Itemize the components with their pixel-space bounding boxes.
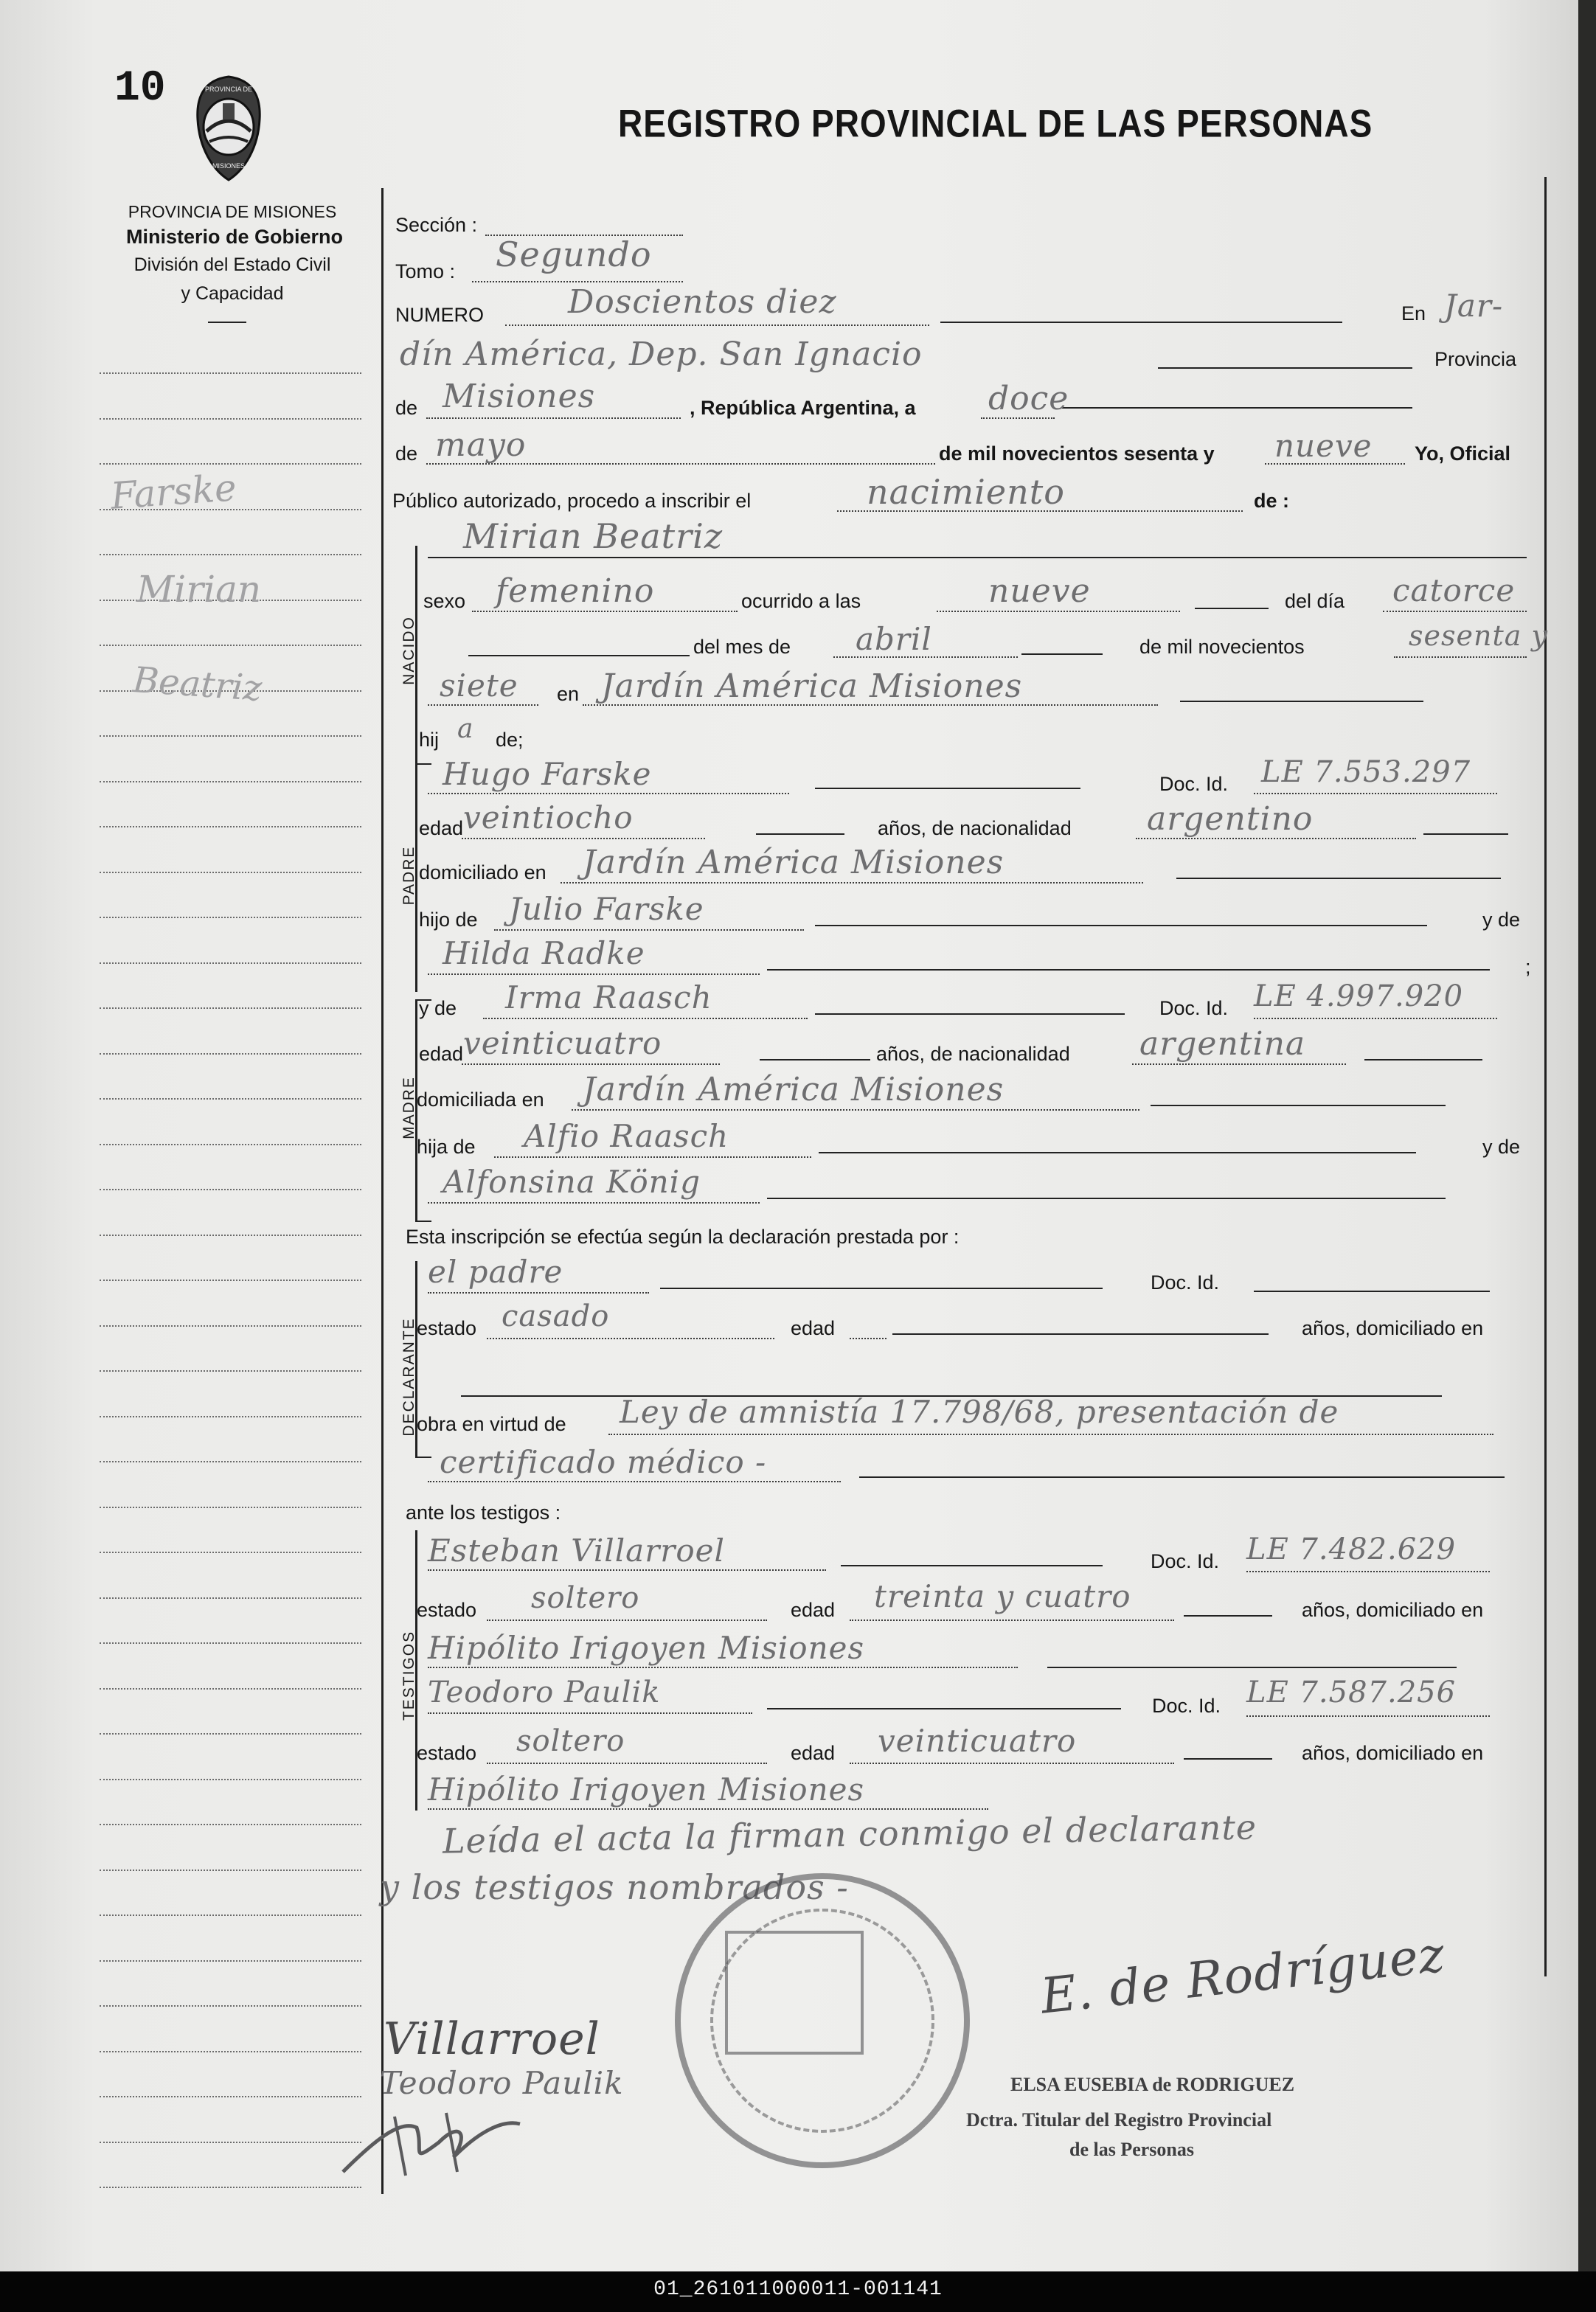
- provincial-emblem-icon: [190, 74, 268, 183]
- margin-ruled-line: [100, 645, 361, 646]
- nacido-nombre: Mirian Beatriz: [463, 516, 724, 556]
- section-label-nacido: NACIDO: [400, 616, 417, 685]
- margin-ruled-line: [100, 1416, 361, 1417]
- lugar-rule: [1158, 367, 1412, 369]
- obra-label: obra en virtud de: [417, 1413, 566, 1435]
- anio-nac-line: [1394, 656, 1527, 658]
- header-ministerio: Ministerio de Gobierno: [125, 226, 344, 248]
- margin-ruled-line: [100, 372, 361, 374]
- testigos-label: ante los testigos :: [406, 1502, 561, 1524]
- madre-hija-de-rule: [819, 1152, 1416, 1153]
- testigo2-domicilio-line: [428, 1808, 988, 1810]
- padre-doc-label: Doc. Id.: [1159, 773, 1229, 795]
- testigo1-doc-line: [1246, 1571, 1490, 1572]
- testigo1-doc: LE 7.482.629: [1246, 1532, 1457, 1566]
- ocurrido-label: ocurrido a las: [741, 590, 861, 612]
- mil-nac-label: de mil novecientos: [1139, 636, 1305, 658]
- del-dia-label: del día: [1285, 590, 1345, 612]
- dia-registro: doce: [988, 380, 1069, 417]
- bracket-tick: [415, 1457, 431, 1458]
- margin-ruled-line: [100, 1914, 361, 1916]
- testigo2-domicilio: Hipólito Irigoyen Misiones: [428, 1771, 865, 1808]
- page-number: 10: [114, 65, 166, 113]
- testigo2-edad: veinticuatro: [878, 1723, 1077, 1759]
- madre-madre-rule: [767, 1198, 1446, 1199]
- obra-value-a: Ley de amnistía 17.798/68, presentación de: [620, 1394, 1339, 1430]
- padre-doc: LE 7.553.297: [1261, 755, 1471, 789]
- margin-ruled-line: [100, 2005, 361, 2007]
- madre-domicilio-rule: [1151, 1105, 1446, 1106]
- padre-nacionalidad-line: [1136, 838, 1416, 839]
- madre-doc-line: [1254, 1018, 1497, 1019]
- testigo1-domicilio: Hipólito Irigoyen Misiones: [428, 1630, 865, 1666]
- margin-note-name: Mirian: [136, 568, 262, 611]
- seal-core: [725, 1931, 864, 2055]
- padre-domicilio-label: domiciliado en: [419, 861, 547, 884]
- testigo2-nombre-line: [428, 1712, 752, 1714]
- declarante-estado-label: estado: [417, 1317, 477, 1339]
- en-value-b: dín América, Dep. San Ignacio: [400, 336, 923, 373]
- margin-ruled-line: [100, 1688, 361, 1690]
- margin-ruled-line: [100, 1235, 361, 1236]
- sexo-line: [472, 611, 738, 612]
- padre-y-de-label: y de: [1482, 909, 1521, 931]
- declaracion-label: Esta inscripción se efectúa según la declaración prestada por :: [406, 1226, 960, 1248]
- testigo1-estado-label: estado: [417, 1599, 477, 1621]
- obra-value-b: certificado médico -: [440, 1444, 767, 1480]
- padre-edad: veintiocho: [463, 799, 634, 836]
- book-binding: [1578, 0, 1596, 2271]
- emblem-top-text: PROVINCIA DE: [204, 86, 253, 93]
- margin-ruled-line: [100, 1507, 361, 1508]
- madre-doc: LE 4.997.920: [1254, 979, 1464, 1013]
- firma-izquierda-2: Teodoro Paulik: [380, 2065, 624, 2101]
- madre-nacionalidad: argentina: [1139, 1025, 1306, 1063]
- margin-ruled-line: [100, 1824, 361, 1825]
- madre-nombre: Irma Raasch: [505, 979, 712, 1016]
- padre-madre-line: [428, 973, 760, 975]
- margin-ruled-line: [100, 1325, 361, 1327]
- padre-edad-rule: [756, 833, 844, 835]
- declarante-nombre: el padre: [428, 1254, 563, 1290]
- margin-ruled-line: [100, 1098, 361, 1100]
- testigo2-edad-label: edad: [791, 1742, 836, 1764]
- madre-domicilio-label: domiciliada en: [417, 1089, 544, 1111]
- testigo2-estado: soltero: [516, 1724, 625, 1758]
- declarante-nombre-line: [428, 1292, 649, 1294]
- de2-label: de :: [1254, 490, 1290, 512]
- testigo1-domicilio-line: [428, 1667, 1018, 1668]
- sello-cargo-a: Dctra. Titular del Registro Provincial: [966, 2109, 1272, 2131]
- nacido-top-rule: [428, 557, 1527, 558]
- footer-image-id: 01_261011000011-001141: [653, 2278, 943, 2301]
- section-label-madre: MADRE: [400, 1076, 417, 1139]
- de-mes-label: de: [395, 442, 418, 465]
- padre-edad-label: edad: [419, 817, 464, 839]
- padre-nombre: Hugo Farske: [443, 756, 652, 792]
- testigo1-edad: treinta y cuatro: [874, 1578, 1131, 1614]
- margin-note-second-name: Beatriz: [131, 659, 263, 710]
- testigo1-anios-label: años, domiciliado en: [1302, 1599, 1484, 1621]
- dia-nac-line: [1383, 611, 1527, 612]
- numero-label: NUMERO: [395, 304, 484, 326]
- margin-ruled-line: [100, 1733, 361, 1735]
- header-division: División del Estado Civil: [133, 254, 331, 275]
- margin-ruled-line: [100, 2051, 361, 2052]
- padre-doc-line: [1254, 793, 1497, 794]
- testigo1-edad-label: edad: [791, 1599, 836, 1621]
- republica-label: , República Argentina, a: [690, 397, 916, 419]
- declarante-doc-rule: [1254, 1291, 1490, 1292]
- firma-izquierda-3-signature: [336, 2106, 527, 2187]
- madre-edad: veinticuatro: [463, 1025, 662, 1061]
- padre-madre-de: Hilda Radke: [443, 935, 645, 971]
- margin-ruled-line: [100, 1552, 361, 1553]
- testigo2-anios-label: años, domiciliado en: [1302, 1742, 1484, 1764]
- hora-value: nueve: [988, 572, 1091, 610]
- testigo2-estado-label: estado: [417, 1742, 477, 1764]
- bracket-tick: [415, 763, 431, 765]
- declarante-anios-label: años, domiciliado en: [1302, 1317, 1484, 1339]
- lugar-nacimiento: Jardín América Misiones: [601, 667, 1023, 705]
- madre-hija-de-line: [494, 1156, 811, 1158]
- tomo-line: [472, 281, 683, 282]
- publico-label: Público autorizado, procedo a inscribir el: [392, 490, 752, 512]
- testigo2-nombre: Teodoro Paulik: [428, 1676, 661, 1709]
- margin-ruled-line: [100, 917, 361, 918]
- seccion-label: Sección :: [395, 214, 478, 236]
- testigo2-doc-line: [1246, 1715, 1490, 1717]
- madre-domicilio-line: [572, 1109, 1139, 1111]
- en-nac-label: en: [557, 683, 580, 705]
- padre-nombre-rule: [815, 788, 1080, 789]
- mes-registro: mayo: [435, 426, 527, 464]
- hora-rule: [1195, 608, 1269, 609]
- madre-nacionalidad-label: años, de nacionalidad: [876, 1043, 1070, 1065]
- padre-domicilio: Jardín América Misiones: [583, 844, 1005, 881]
- mes-nac-rule: [1021, 653, 1103, 655]
- padre-padre-de: Julio Farske: [509, 891, 704, 927]
- margin-ruled-line: [100, 781, 361, 782]
- header-provincia: PROVINCIA DE MISIONES: [128, 202, 337, 221]
- testigo1-domicilio-rule: [1047, 1667, 1457, 1668]
- padre-madre-rule: [767, 969, 1490, 971]
- margin-ruled-line: [100, 1189, 361, 1190]
- testigo1-estado-line: [487, 1620, 767, 1621]
- padre-domicilio-rule: [1176, 878, 1501, 879]
- testigo1-edad-rule: [1184, 1615, 1272, 1617]
- testigo1-doc-label: Doc. Id.: [1151, 1550, 1220, 1572]
- madre-y-de-label: y de: [419, 997, 457, 1019]
- padre-semicolon: ;: [1525, 956, 1531, 978]
- margin-ruled-line: [100, 735, 361, 737]
- numero-rule: [940, 322, 1342, 323]
- testigo1-estado: soltero: [531, 1581, 640, 1615]
- hij-label: hij: [419, 729, 440, 751]
- margin-ruled-line: [100, 1960, 361, 1962]
- sello-nombre: ELSA EUSEBIA de RODRIGUEZ: [1010, 2074, 1295, 2095]
- declarante-estado-line: [487, 1338, 774, 1339]
- lugar-nac-rule: [1180, 701, 1423, 702]
- padre-nacionalidad-label: años, de nacionalidad: [878, 817, 1072, 839]
- declarante-estado: casado: [502, 1299, 610, 1333]
- document-title: REGISTRO PROVINCIAL DE LAS PERSONAS: [618, 101, 1373, 145]
- padre-hijo-de-rule: [815, 925, 1427, 926]
- declarante-edad-rule: [892, 1333, 1269, 1335]
- padre-hijo-de-line: [494, 929, 804, 931]
- madre-nombre-rule: [815, 1013, 1125, 1015]
- madre-hija-de-label: hija de: [417, 1136, 476, 1158]
- padre-domicilio-line: [561, 882, 1143, 884]
- margin-ruled-line: [100, 1370, 361, 1372]
- numero-line: [505, 324, 929, 326]
- de-label: de: [395, 397, 418, 419]
- declarante-doc-label: Doc. Id.: [1151, 1271, 1220, 1294]
- padre-edad-line: [462, 838, 705, 839]
- margin-ruled-line: [100, 2142, 361, 2143]
- madre-nombre-line: [483, 1018, 808, 1019]
- madre-edad-rule: [760, 1059, 870, 1060]
- hij-de-label: de;: [496, 729, 524, 751]
- dia-nacimiento: catorce: [1392, 572, 1516, 608]
- testigo1-nombre-line: [428, 1569, 826, 1571]
- obra-b-rule: [859, 1476, 1505, 1478]
- hora-line: [937, 611, 1180, 612]
- margin-ruled-line: [100, 1779, 361, 1780]
- provincia-line: [426, 417, 681, 419]
- margin-ruled-line: [100, 1597, 361, 1599]
- en-label: En: [1401, 302, 1426, 324]
- section-label-padre: PADRE: [400, 845, 417, 906]
- header-capacidad: y Capacidad: [181, 283, 284, 304]
- madre-y-de-label-2: y de: [1482, 1136, 1521, 1158]
- anio-b-line: [428, 704, 538, 706]
- madre-padre-de: Alfio Raasch: [524, 1118, 729, 1154]
- madre-doc-label: Doc. Id.: [1159, 997, 1229, 1019]
- provincia-value: Misiones: [443, 378, 596, 415]
- cierre-linea-a: Leída el acta la firman conmigo el declarante: [442, 1807, 1257, 1861]
- margin-note-surname: Farske: [109, 466, 238, 518]
- declarante-edad-line: [850, 1338, 887, 1339]
- madre-edad-line: [462, 1063, 720, 1065]
- obra-line: [608, 1434, 1493, 1435]
- madre-madre-line: [428, 1202, 760, 1204]
- margin-ruled-line: [100, 1144, 361, 1145]
- obra-b-line: [428, 1481, 841, 1482]
- testigo1-nombre: Esteban Villarroel: [428, 1532, 725, 1569]
- emblem-bottom-text: MISIONES: [212, 162, 246, 170]
- numero-value: Doscientos diez: [568, 283, 837, 321]
- margin-ruled-line: [100, 463, 361, 465]
- margin-ruled-line: [100, 1007, 361, 1009]
- declarante-nombre-rule: [660, 1288, 1103, 1289]
- anio-registro: nueve: [1274, 428, 1373, 464]
- madre-edad-label: edad: [419, 1043, 464, 1065]
- provincia-label: Provincia: [1434, 348, 1517, 370]
- margin-ruled-line: [100, 1642, 361, 1644]
- margin-ruled-line: [100, 554, 361, 555]
- margin-ruled-line: [100, 2096, 361, 2097]
- en-value-a: Jar-: [1444, 288, 1504, 324]
- madre-domicilio: Jardín América Misiones: [583, 1071, 1005, 1108]
- madre-nacionalidad-line: [1132, 1063, 1346, 1065]
- cierre-linea-b: y los testigos nombrados -: [380, 1867, 849, 1907]
- testigo2-doc-label: Doc. Id.: [1152, 1695, 1221, 1717]
- mes-nac-label: del mes de: [693, 636, 791, 658]
- firma-oficial: E. de Rodríguez: [1038, 1926, 1448, 2025]
- bracket-tick: [415, 1221, 431, 1222]
- testigo2-doc: LE 7.587.256: [1246, 1676, 1457, 1709]
- margin-ruled-line: [100, 1053, 361, 1055]
- mes-rule: [468, 655, 690, 656]
- testigo1-edad-line: [850, 1620, 1174, 1621]
- padre-nac-rule: [1423, 833, 1508, 835]
- testigo1-nombre-rule: [841, 1565, 1103, 1566]
- margin-ruled-line: [100, 962, 361, 964]
- margin-ruled-line: [100, 1870, 361, 1871]
- tomo-label: Tomo :: [395, 260, 456, 282]
- padre-nacionalidad: argentino: [1147, 800, 1314, 838]
- anio-nacimiento-a: sesenta y: [1409, 619, 1548, 652]
- margin-ruled-line: [100, 418, 361, 420]
- sello-cargo-b: de las Personas: [1069, 2139, 1194, 2160]
- madre-nac-rule: [1364, 1059, 1482, 1060]
- testigo2-nombre-rule: [767, 1708, 1121, 1709]
- dia-rule: [1062, 407, 1412, 409]
- tomo-value: Segundo: [496, 235, 652, 274]
- section-label-testigos: TESTIGOS: [400, 1630, 417, 1721]
- acto-value: nacimiento: [867, 472, 1065, 512]
- dia-line: [981, 417, 1055, 419]
- sexo-label: sexo: [423, 590, 466, 612]
- margin-ruled-line: [100, 872, 361, 873]
- mil-label: de mil novecientos sesenta y: [939, 442, 1215, 465]
- header-underline: [208, 322, 246, 323]
- sexo-value: femenino: [496, 572, 655, 610]
- right-frame-line: [1544, 177, 1547, 1976]
- oficial-label: Yo, Oficial: [1415, 442, 1511, 465]
- mes-nacimiento: abril: [856, 621, 932, 657]
- anio-nacimiento-b: siete: [440, 667, 518, 704]
- testigo2-estado-line: [487, 1763, 767, 1764]
- margin-ruled-line: [100, 1461, 361, 1462]
- testigo2-edad-line: [850, 1763, 1174, 1764]
- section-label-declarante: DECLARANTE: [400, 1317, 417, 1437]
- margin-ruled-line: [100, 1280, 361, 1281]
- official-seal-stamp: [675, 1873, 970, 2168]
- padre-hijo-de-label: hijo de: [419, 909, 478, 931]
- firma-izquierda-1: Villarroel: [384, 2013, 600, 2065]
- margin-ruled-line: [100, 2187, 361, 2188]
- hij-suffix: a: [457, 714, 474, 744]
- padre-nombre-line: [428, 793, 789, 794]
- margin-ruled-line: [100, 826, 361, 827]
- declarante-edad-label: edad: [791, 1317, 836, 1339]
- testigo2-edad-rule: [1184, 1758, 1272, 1760]
- madre-madre-de: Alfonsina König: [443, 1164, 701, 1200]
